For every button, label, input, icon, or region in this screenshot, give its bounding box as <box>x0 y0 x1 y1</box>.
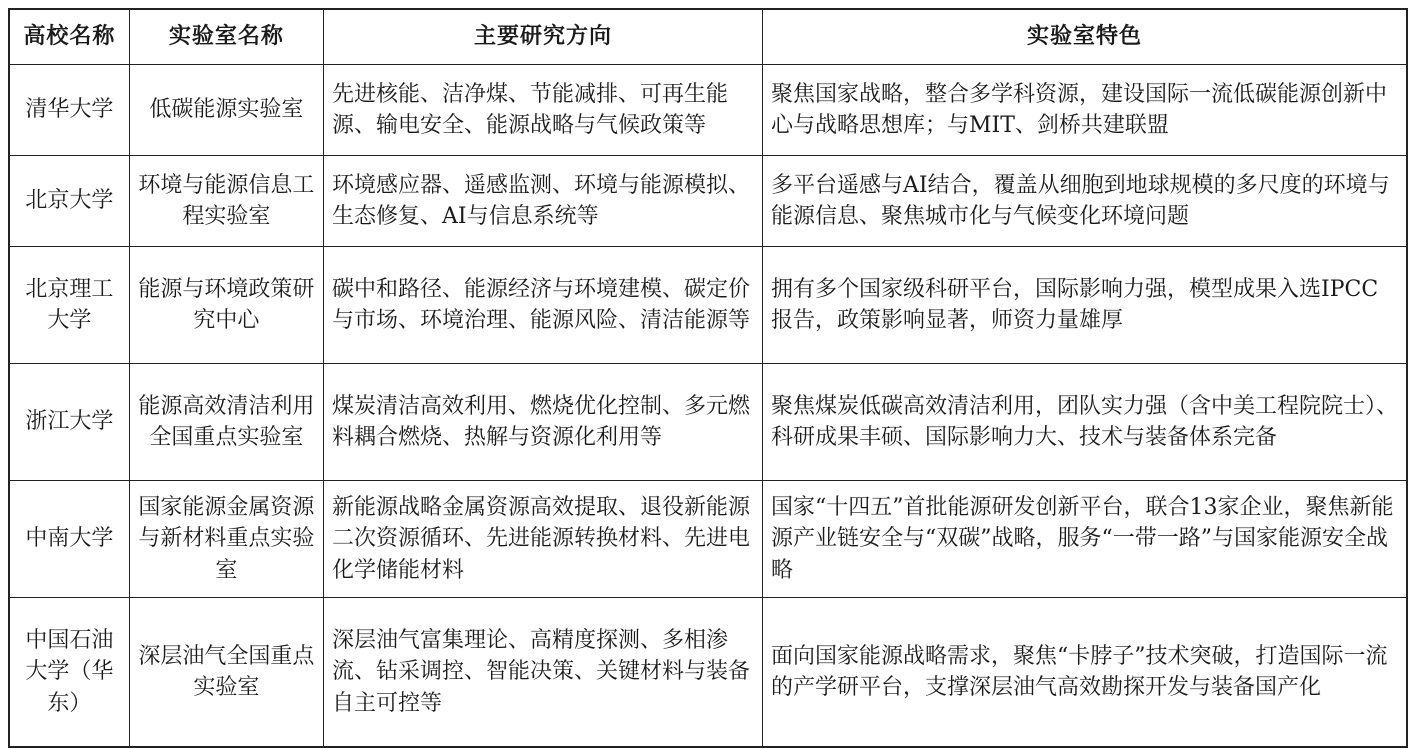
university-text: 北京理工大学 <box>25 276 114 333</box>
research-text: 新能源战略金属资源高效提取、退役新能源二次资源循环、先进能源转换材料、先进电化学储能材料 <box>332 495 751 583</box>
cell-feature <box>763 156 1408 247</box>
feature-text: 面向国家能源战略需求，聚焦“卡脖子”技术突破，打造国际一流的产学研平台，支撑深层油气高效勘探开发与装备国产化 <box>771 643 1388 700</box>
research-text: 环境感应器、遥感监测、环境与能源模拟、生态修复、AI与信息系统等 <box>332 172 751 229</box>
cell-lab-name <box>129 156 323 247</box>
university-text: 北京大学 <box>25 188 114 214</box>
table-row <box>9 598 1407 748</box>
university-text: 清华大学 <box>25 97 114 123</box>
cell-university <box>9 598 129 748</box>
research-text: 碳中和路径、能源经济与环境建模、碳定价与市场、环境治理、能源风险、清洁能源等 <box>332 276 751 333</box>
cell-research <box>324 156 763 247</box>
cell-university <box>9 247 129 364</box>
feature-text: 聚焦国家战略，整合多学科资源，建设国际一流低碳能源创新中心与战略思想库；与MIT、剑桥共建联盟 <box>771 81 1388 138</box>
cell-research <box>324 247 763 364</box>
lab-name-text: 能源高效清洁利用全国重点实验室 <box>138 393 315 450</box>
research-text: 煤炭清洁高效利用、燃烧优化控制、多元燃料耦合燃烧、热解与资源化利用等 <box>332 393 751 450</box>
cell-research <box>324 65 763 156</box>
lab-name-text: 低碳能源实验室 <box>149 97 304 123</box>
lab-name-text: 深层油气全国重点实验室 <box>138 643 315 700</box>
cell-feature <box>763 247 1408 364</box>
cell-lab-name <box>129 598 323 748</box>
university-text: 浙江大学 <box>25 409 114 435</box>
university-lab-table <box>8 8 1408 748</box>
cell-feature <box>763 364 1408 481</box>
research-text: 先进核能、洁净煤、节能减排、可再生能源、输电安全、能源战略与气候政策等 <box>332 81 729 138</box>
cell-research <box>324 481 763 598</box>
cell-feature <box>763 598 1408 748</box>
cell-university <box>9 481 129 598</box>
university-text: 中国石油大学（华东） <box>25 628 114 716</box>
cell-university <box>9 156 129 247</box>
header-lab-name: 实验室名称 <box>129 9 323 65</box>
table-row <box>9 364 1407 481</box>
cell-lab-name <box>129 65 323 156</box>
cell-feature <box>763 65 1408 156</box>
table-header-row <box>9 9 1407 65</box>
header-research-direction: 主要研究方向 <box>324 9 763 65</box>
feature-text: 多平台遥感与AI结合，覆盖从细胞到地球规模的多尺度的环境与能源信息、聚焦城市化与气候变化环境问题 <box>771 172 1390 229</box>
cell-lab-name <box>129 364 323 481</box>
cell-university <box>9 65 129 156</box>
cell-feature <box>763 481 1408 598</box>
lab-name-text: 环境与能源信息工程实验室 <box>138 172 315 229</box>
header-university: 高校名称 <box>9 9 129 65</box>
feature-text: 拥有多个国家级科研平台，国际影响力强，模型成果入选IPCC报告，政策影响显著，师资力量雄厚 <box>771 276 1379 333</box>
lab-name-text: 能源与环境政策研究中心 <box>138 276 315 333</box>
table-row <box>9 65 1407 156</box>
feature-text: 聚焦煤炭低碳高效清洁利用，团队实力强（含中美工程院院士）、科研成果丰硕、国际影响力大、技术与装备体系完备 <box>771 393 1399 450</box>
cell-research <box>324 598 763 748</box>
table-row <box>9 481 1407 598</box>
cell-research <box>324 364 763 481</box>
lab-name-text: 国家能源金属资源与新材料重点实验室 <box>138 495 315 583</box>
cell-lab-name <box>129 481 323 598</box>
table-row <box>9 247 1407 364</box>
cell-university <box>9 364 129 481</box>
university-text: 中南大学 <box>25 526 114 552</box>
cell-lab-name <box>129 247 323 364</box>
header-lab-feature: 实验室特色 <box>763 9 1408 65</box>
feature-text: 国家“十四五”首批能源研发创新平台，联合13家企业，聚焦新能源产业链安全与“双碳”战略，服务“一带一路”与国家能源安全战略 <box>771 495 1394 583</box>
table-container <box>8 8 1408 716</box>
table-row <box>9 156 1407 247</box>
research-text: 深层油气富集理论、高精度探测、多相渗流、钻采调控、智能决策、关键材料与装备自主可控等 <box>332 628 751 716</box>
